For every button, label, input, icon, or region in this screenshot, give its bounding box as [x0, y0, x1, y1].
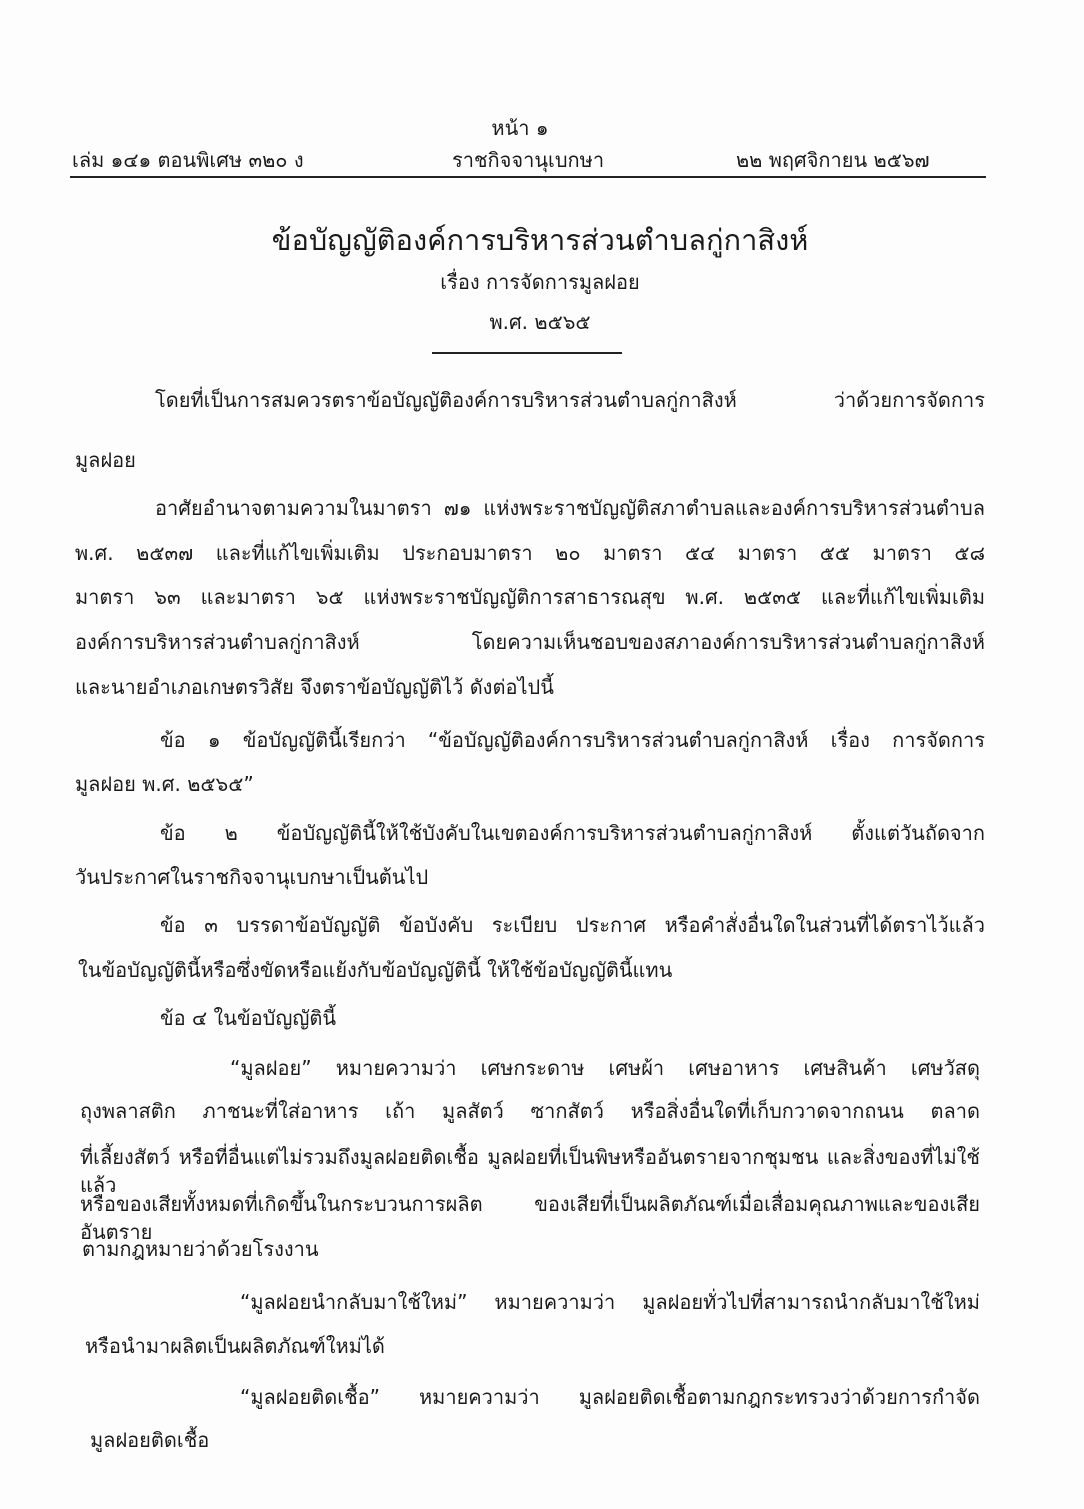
body-line: “มูลฝอยติดเชื้อ” หมายความว่า มูลฝอยติดเชื้อตามกฎกระทรวงว่าด้วยการกำจัด: [240, 1385, 980, 1409]
document-subject: เรื่อง การจัดการมูลฝอย: [440, 270, 640, 294]
publication-name: ราชกิจจานุเบกษา: [452, 148, 605, 172]
body-line: มูลฝอย: [75, 448, 136, 472]
body-line: และนายอำเภอเกษตรวิสัย จึงตราข้อบัญญัติไว้ ดังต่อไปนี้: [75, 675, 554, 699]
body-line: อาศัยอำนาจตามความในมาตรา ๗๑ แห่งพระราชบัญญัติสภาตำบลและองค์การบริหารส่วนตำบล: [155, 496, 985, 520]
publication-date: ๒๒ พฤศจิกายน ๒๕๖๗: [736, 148, 930, 172]
body-line: ข้อ ๓ บรรดาข้อบัญญัติ ข้อบังคับ ระเบียบ ประกาศ หรือคำสั่งอื่นใดในส่วนที่ได้ตราไว้แล้ว: [160, 913, 985, 937]
document-title: ข้อบัญญัติองค์การบริหารส่วนตำบลกู่กาสิงห์: [271, 223, 809, 257]
body-line: ที่เลี้ยงสัตว์ หรือที่อื่นแต่ไม่รวมถึงมูลฝอยติดเชื้อ มูลฝอยที่เป็นพิษหรืออันตรายจากชุมชน และสิ่งของที่ไม่ใช้แล้ว: [80, 1145, 980, 1197]
document-year: พ.ศ. ๒๕๖๕: [489, 310, 591, 334]
body-line: มาตรา ๖๓ และมาตรา ๖๕ แห่งพระราชบัญญัติการสาธารณสุข พ.ศ. ๒๕๓๕ และที่แก้ไขเพิ่มเติม: [75, 585, 985, 609]
page-number: หน้า ๑: [491, 116, 549, 140]
header-rule: [70, 176, 986, 178]
body-line: พ.ศ. ๒๕๓๗ และที่แก้ไขเพิ่มเติม ประกอบมาตรา ๒๐ มาตรา ๕๔ มาตรา ๕๕ มาตรา ๕๘: [75, 541, 985, 565]
body-line: มูลฝอยติดเชื้อ: [90, 1428, 210, 1452]
body-line: “มูลฝอย” หมายความว่า เศษกระดาษ เศษผ้า เศษอาหาร เศษสินค้า เศษวัสดุ: [230, 1056, 980, 1080]
body-line: องค์การบริหารส่วนตำบลกู่กาสิงห์ โดยความเห็นชอบของสภาองค์การบริหารส่วนตำบลกู่กาสิงห์: [75, 630, 985, 654]
body-line: วันประกาศในราชกิจจานุเบกษาเป็นต้นไป: [75, 865, 429, 889]
body-line: ข้อ ๑ ข้อบัญญัตินี้เรียกว่า “ข้อบัญญัติองค์การบริหารส่วนตำบลกู่กาสิงห์ เรื่อง การจัดการ: [160, 728, 985, 752]
title-rule: [432, 352, 622, 354]
body-line: ถุงพลาสติก ภาชนะที่ใส่อาหาร เถ้า มูลสัตว์ ซากสัตว์ หรือสิ่งอื่นใดที่เก็บกวาดจากถนน ตลาด: [80, 1099, 980, 1123]
body-line: หรือนำมาผลิตเป็นผลิตภัณฑ์ใหม่ได้: [85, 1334, 385, 1358]
body-line: ในข้อบัญญัตินี้หรือซึ่งขัดหรือแย้งกับข้อบัญญัตินี้ ให้ใช้ข้อบัญญัตินี้แทน: [78, 958, 673, 982]
volume-info: เล่ม ๑๔๑ ตอนพิเศษ ๓๒๐ ง: [72, 148, 304, 172]
body-line: มูลฝอย พ.ศ. ๒๕๖๕”: [75, 772, 254, 796]
body-line: โดยที่เป็นการสมควรตราข้อบัญญัติองค์การบริหารส่วนตำบลกู่กาสิงห์ ว่าด้วยการจัดการ: [155, 388, 985, 412]
body-line: หรือของเสียทั้งหมดที่เกิดขึ้นในกระบวนการผลิต ของเสียที่เป็นผลิตภัณฑ์เมื่อเสื่อมคุณภาพและของเสียอันตราย: [80, 1192, 980, 1244]
body-line: ตามกฎหมายว่าด้วยโรงงาน: [82, 1237, 319, 1261]
body-line: ข้อ ๔ ในข้อบัญญัตินี้: [160, 1006, 337, 1030]
body-line: “มูลฝอยนำกลับมาใช้ใหม่” หมายความว่า มูลฝอยทั่วไปที่สามารถนำกลับมาใช้ใหม่: [240, 1290, 980, 1314]
body-line: ข้อ ๒ ข้อบัญญัตินี้ให้ใช้บังคับในเขตองค์การบริหารส่วนตำบลกู่กาสิงห์ ตั้งแต่วันถัดจาก: [160, 821, 985, 845]
